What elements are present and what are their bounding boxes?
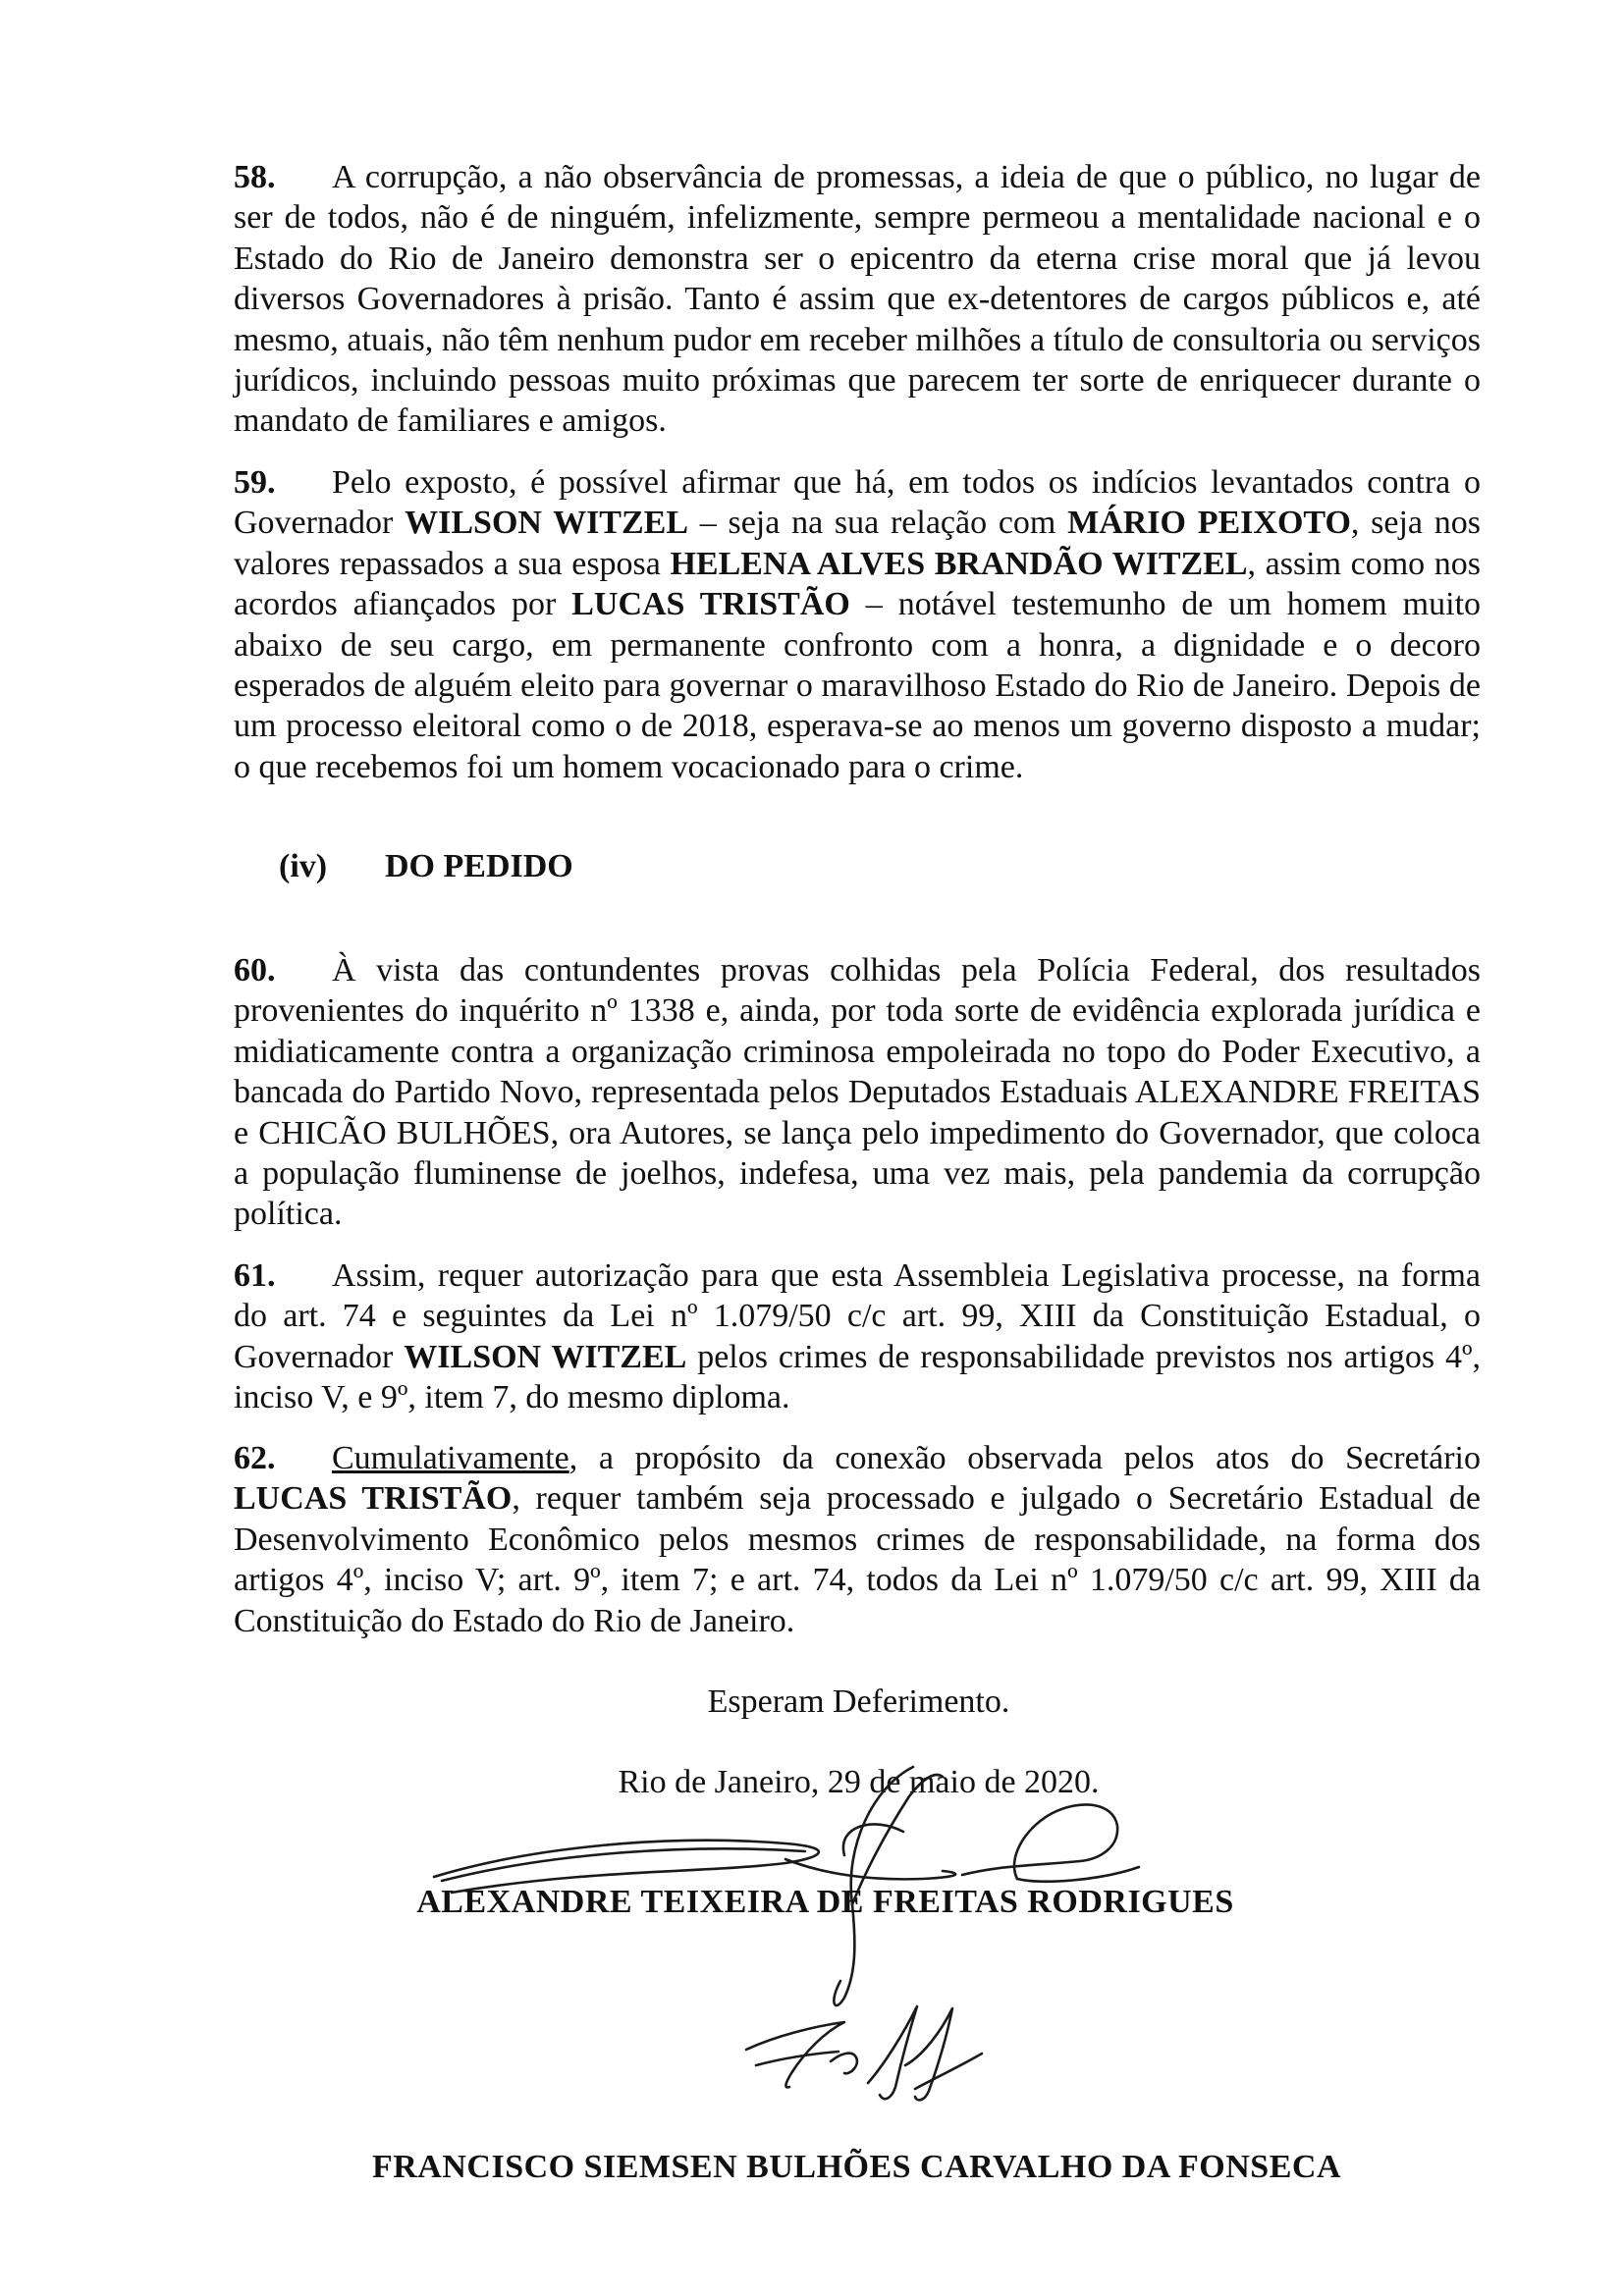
paragraph-number: 62.	[234, 1440, 276, 1476]
paragraph-text: , a propósito da conexão observada pelos atos do Secretário	[568, 1440, 1481, 1476]
bold-name-text: LUCAS TRISTÃO	[571, 586, 850, 623]
signatory-name-2: FRANCISCO SIEMSEN BULHÕES CARVALHO DA FONSECA	[371, 2149, 1342, 2185]
section-roman-numeral: (iv)	[279, 848, 328, 884]
section-heading	[279, 846, 573, 886]
paragraph-text: , assim como nos acordos afiançados por	[234, 545, 1482, 623]
paragraph-58	[234, 157, 1481, 442]
bold-name-text: LUCAS TRISTÃO	[234, 1480, 513, 1518]
bold-name-text: WILSON WITZEL	[405, 505, 689, 542]
signature-francisco	[736, 1993, 992, 2110]
paragraph-text: pelos crimes de responsabilidade previstos nos artigos 4º, inciso V, e 9º, item 7, do mesmo diploma.	[234, 1338, 1481, 1416]
paragraph-59	[234, 462, 1481, 787]
paragraph-body	[234, 1438, 1481, 1641]
paragraph-number: 59.	[234, 464, 276, 501]
paragraph-text: Assim, requer autorização para que esta Assembleia Legislativa processe, na forma do art. 74 e seguintes da Lei nº 1.079/50 c/c art. 99, XIII da Constituição Estadual, o Governador	[234, 1257, 1481, 1375]
paragraph-body	[234, 462, 1481, 787]
paragraph-text: – notável testemunho de um homem muito abaixo de seu cargo, em permanente confronto com a honra, a dignidade e o decoro esperados de alguém eleito para governar o maravilhoso Estado do Rio de Janeiro. Depois de um processo eleitoral como o de 2018, esperava-se ao menos um governo disposto a mudar; o que recebemos foi um homem vocacionado para o crime.	[234, 586, 1482, 785]
paragraph-text: – seja na sua relação com	[688, 505, 1068, 542]
bold-name-text: HELENA ALVES BRANDÃO WITZEL	[670, 545, 1248, 582]
paragraph-body	[234, 950, 1481, 1235]
paragraph-body	[234, 1255, 1481, 1418]
paragraph-text: , requer também seja processado e julgado o Secretário Estadual de Desenvolvimento Econômico pelos mesmos crimes de responsabilidade, na forma dos artigos 4º, inciso V; art. 9º, item 7; e art. 74, todos da Lei nº 1.079/50 c/c art. 99, XIII da Constituição do Estado do Rio de Janeiro.	[234, 1480, 1482, 1639]
bold-name-text: MÁRIO PEIXOTO	[1067, 505, 1351, 542]
paragraph-number: 60.	[234, 952, 276, 988]
paragraph-number: 58.	[234, 159, 276, 195]
closing-text: Esperam Deferimento.	[707, 1683, 1010, 1720]
place-date: Rio de Janeiro, 29 de maio de 2020.	[618, 1764, 1100, 1800]
paragraph-text: Cumulativamente	[332, 1440, 569, 1476]
paragraph-62	[234, 1438, 1481, 1641]
bold-name-text: WILSON WITZEL	[404, 1338, 687, 1375]
signatory-name-1: ALEXANDRE TEIXEIRA DE FREITAS RODRIGUES	[416, 1884, 1234, 1920]
paragraph-60	[234, 950, 1481, 1235]
paragraph-text: A corrupção, a não observância de promessas, a ideia de que o público, no lugar de ser de todos, não é de ninguém, infelizmente, sempre permeou a mentalidade nacional e o Estado do Rio de Janeiro demonstra ser o epicentro da eterna crise moral que já levou diversos Governadores à prisão. Tanto é assim que ex-detentores de cargos públicos e, até mesmo, atuais, não têm nenhum pudor em receber milhões a título de consultoria ou serviços jurídicos, incluindo pessoas muito próximas que parecem ter sorte de enriquecer durante o mandato de familiares e amigos.	[234, 159, 1481, 440]
paragraph-body	[234, 157, 1481, 442]
paragraph-text: , seja nos valores repassados a sua esposa	[234, 505, 1481, 582]
paragraph-61	[234, 1255, 1481, 1418]
section-title: DO PEDIDO	[385, 848, 573, 884]
paragraph-text: À vista das contundentes provas colhidas pela Polícia Federal, dos resultados provenientes do inquérito nº 1338 e, ainda, por toda sorte de evidência explorada jurídica e midiaticamente contra a organização criminosa empoleirada no topo do Poder Executivo, a bancada do Partido Novo, representada pelos Deputados Estaduais ALEXANDRE FREITAS e CHICÃO BULHÕES, ora Autores, se lança pelo impedimento do Governador, que coloca a população fluminense de joelhos, indefesa, uma vez mais, pela pandemia da corrupção política.	[234, 952, 1481, 1233]
paragraph-number: 61.	[234, 1257, 276, 1294]
paragraph-text: Pelo exposto, é possível afirmar que há, em todos os indícios levantados contra o Governador	[234, 464, 1481, 542]
